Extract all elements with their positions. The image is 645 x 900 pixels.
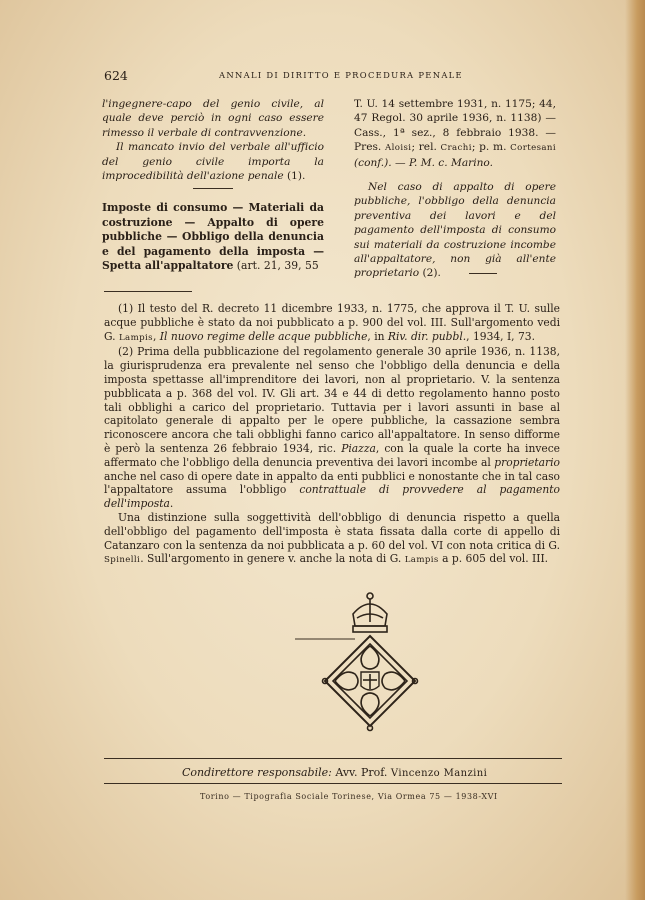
savoy-crest-icon xyxy=(295,586,445,736)
printer-imprint: Torino — Tipografia Sociale Torinese, Via Ormea 75 — 1938-XVI xyxy=(200,792,498,801)
footer-rule-bottom xyxy=(104,783,562,784)
footer-rule-top xyxy=(104,758,562,759)
footnote-2: (2) Prima della pubblicazione del regolamento generale 30 aprile 1936, n. 1138, la giurisprudenza era prevalente nel senso che l'obbligo della denuncia e della imposta spettasse all'imprenditore dei lavori, non al proprietario. V. la sentenza pubblicata a p. 368 del vol. IV. Gli art. 34 e 44 di detto regolamento hanno posto tali obblighi a carico del proprietario. Tuttavia per i lavori assunti in base al capitolato generale di appalto per le opere pubbliche, la cassazione sembra riconoscere ancora che tali obblighi fanno carico all'appaltatore. In senso difforme è però la sentenza 26 febbraio 1934, ric. Piazza, con la quale la corte ha invece affermato che l'obbligo della denuncia preventiva dei lavori incombe al proprietario anche nel caso di opere date in appalto da enti pubblici e nonostante che in tal caso l'appaltatore assuma l'obbligo contrattuale di provvedere al pagamento dell'imposta. xyxy=(104,345,560,511)
case-maxim: Nel caso di appalto di opere pubbliche, l'obbligo della denuncia preventiva dei lavori e del pagamento dell'imposta di consumo sui materiali da costruzione incombe all'appaltatore, non già all'ente proprietario (2). xyxy=(354,181,556,280)
left-paragraph-1: l'ingegnere-capo del genio civile, al quale deve perciò in ogni caso essere rimesso il verbale di contravvenzione. xyxy=(102,98,324,139)
footnote-rule xyxy=(104,291,192,292)
footnote-3: Una distinzione sulla soggettività dell'obbligo di denuncia rispetto a quella dell'obbligo del pagamento dell'imposta è stata fissata dalla corte di appello di Catanzaro con la sentenza da noi pubblicata a p. 60 del vol. VI con nota critica di G. Spinelli. Sull'argomento in genere v. anche la nota di G. Lampis a p. 605 del vol. III. xyxy=(104,510,560,566)
case-reference: T. U. 14 settembre 1931, n. 1175; 44, 47 Regol. 30 aprile 1936, n. 1138) — Cass., 1ª sez., 8 febbraio 1938. — Pres. Aloisi; rel. Crachi; p. m. Cortesani (conf.). — P. M. c. Marino. xyxy=(354,98,556,169)
case-headnote: Imposte di consumo — Materiali da costruzione — Appalto di opere pubbliche — Obbligo della denuncia e del pagamento della imposta — Spetta all'appaltatore (art. 21, 39, 55 xyxy=(102,201,324,273)
page-number: 624 xyxy=(104,68,128,83)
right-column xyxy=(354,97,556,281)
left-paragraph-2: Il mancato invio del verbale all'ufficio del genio civile importa la improcedibilità dell'azione penale (1). xyxy=(102,141,324,183)
maxim-separator xyxy=(469,273,497,274)
left-column xyxy=(102,97,324,273)
section-separator xyxy=(193,188,233,189)
footnotes xyxy=(104,302,560,568)
running-head xyxy=(104,68,504,84)
journal-title: ANNALI DI DIRITTO E PROCEDURA PENALE xyxy=(219,70,463,80)
editor-line: Condirettore responsabile: Avv. Prof. Vincenzo Manzini xyxy=(182,766,488,779)
page-edge-stain xyxy=(625,0,645,900)
footnote-1: (1) Il testo del R. decreto 11 dicembre 1933, n. 1775, che approva il T. U. sulle acque pubbliche è stato da noi pubblicato a p. 900 del vol. III. Sull'argomento vedi G. Lampis, Il nuovo regime delle acque pubbliche, in Riv. dir. pubbl., 1934, I, 73. xyxy=(104,302,560,343)
